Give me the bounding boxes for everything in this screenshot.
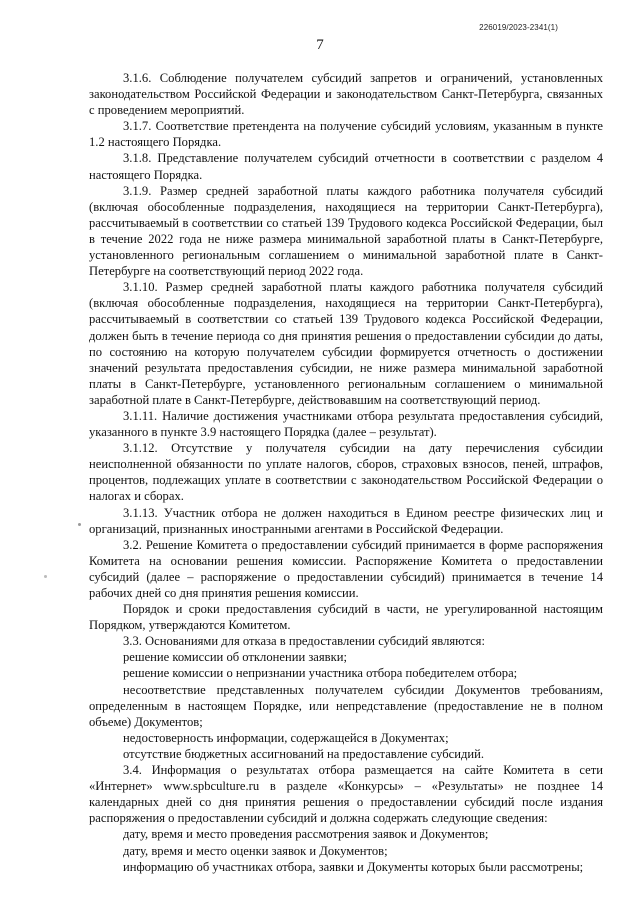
paragraph-3-1-9: 3.1.9. Размер средней заработной платы каждого работника получателя субсидий (включая обособленные подразделения, находящиеся на территории Санкт-Петербурга), рассчитываемый в соответствии со статьей 139 Трудового кодекса Российской Федерации, был в течение 2022 года не ниже размера минимальной заработной платы в Санкт-Петербурге, установленного региональным соглашением о минимальной заработной плате в Санкт-Петербурге на соответствующий период 2022 года. <box>89 183 603 279</box>
paragraph-3-1-8: 3.1.8. Представление получателем субсидий отчетности в соответствии с разделом 4 настоящего Порядка. <box>89 151 603 182</box>
list-item: решение комиссии о непризнании участника отбора победителем отбора; <box>123 666 518 681</box>
paragraph-3-1-7: 3.1.7. Соответствие претендента на получение субсидий условиям, указанным в пункте 1.2 настоящего Порядка. <box>89 119 603 150</box>
paragraph-3-4: 3.4. Информация о результатах отбора размещается на сайте Комитета в сети «Интернет» www.spbculture.ru в разделе «Конкурсы» – «Результаты» не позднее 14 календарных дней со дня принятия решения о предоставлении субсидий после издания распоряжения о предоставлении субсидий и должна содержать следующие сведения: <box>89 763 603 826</box>
paragraph-3-1-13: 3.1.13. Участник отбора не должен находиться в Едином реестре физических лиц и организаций, признанных иностранными агентами в Российской Федерации. <box>89 505 603 536</box>
paragraph-3-1-11: 3.1.11. Наличие достижения участниками отбора результата предоставления субсидий, указанного в пункте 3.9 настоящего Порядка (далее – результат). <box>89 408 603 440</box>
list-item: дату, время и место оценки заявок и Документов; <box>123 843 388 858</box>
paragraph-3-1-12: 3.1.12. Отсутствие у получателя субсидии на дату перечисления субсидии неисполненной обязанности по уплате налогов, сборов, страховых взносов, пеней, штрафов, процентов, подлежащих уплате в соответствии с законодательством Российской Федерации о налогах и сборах. <box>89 441 603 504</box>
list-item: недостоверность информации, содержащейся в Документах; <box>123 730 449 745</box>
list-item: отсутствие бюджетных ассигнований на предоставление субсидий. <box>123 746 484 761</box>
list-item: информацию об участниках отбора, заявки и Документы которых были рассмотрены; <box>123 859 584 874</box>
list-item: несоответствие представленных получателем субсидии Документов требованиям, определенным в настоящем Порядке, или непредставление (предоставление не в полном объеме) Документов; <box>89 682 603 729</box>
paragraph-3-1-6: 3.1.6. Соблюдение получателем субсидий запретов и ограничений, установленных законодательством Российской Федерации и законодательством Санкт-Петербурга, связанных с проведением мероприятий. <box>89 71 603 118</box>
paragraph-3-3: 3.3. Основаниями для отказа в предоставлении субсидий являются: <box>123 634 485 649</box>
list-item: дату, время и место проведения рассмотрения заявок и Документов; <box>123 827 489 842</box>
margin-mark <box>78 523 81 526</box>
list-item: решение комиссии об отклонении заявки; <box>123 650 347 665</box>
paragraph-procedure: Порядок и сроки предоставления субсидий в части, не урегулированной настоящим Порядком, утверждаются Комитетом. <box>89 602 603 633</box>
document-body <box>89 70 603 875</box>
paragraph-3-2: 3.2. Решение Комитета о предоставлении субсидий принимается в форме распоряжения Комитета на основании решения комиссии. Распоряжение Комитета о предоставлении субсидий (далее – распоряжение о предоставлении субсидий) принимается в течение 14 рабочих дней со дня принятия решения комиссии. <box>89 537 603 600</box>
paragraph-3-1-10: 3.1.10. Размер средней заработной платы каждого работника получателя субсидий (включая обособленные подразделения, находящиеся на территории Санкт-Петербурга), рассчитываемый в соответствии со статьей 139 Трудового кодекса Российской Федерации, должен быть в течение периода со дня принятия решения о предоставлении субсидии до даты, по состоянию на которую получателем субсидии формируется отчетность о достижении значений результата предоставления субсидии, не ниже размера минимальной заработной платы в Санкт-Петербурге, установленного региональным соглашением о минимальной заработной плате в Санкт-Петербурге, действовавшим на соответствующий период. <box>89 280 603 407</box>
document-id: 226019/2023-2341(1) <box>479 23 558 32</box>
margin-mark <box>44 575 47 578</box>
page-number: 7 <box>316 37 324 53</box>
